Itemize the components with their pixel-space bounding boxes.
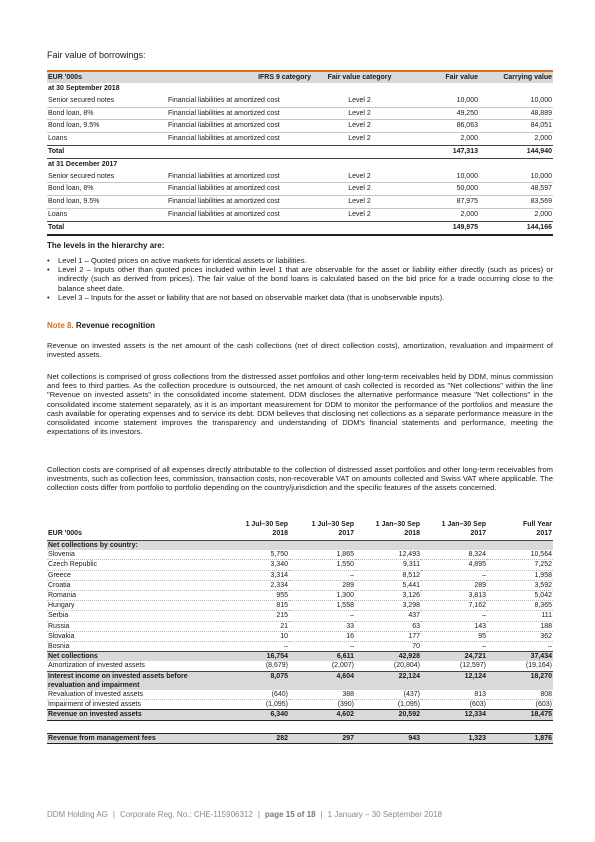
row-value: – [289,570,355,580]
table-row [47,570,553,580]
row-value: 8,512 [355,570,421,580]
row-name: Bond loan, 9.5% [47,196,167,209]
row-label: Romania [47,591,223,601]
row-value: 813 [421,690,487,700]
row-label: Russia [47,621,223,631]
interest-income-row [47,671,553,690]
row-cv: 84,051 [479,120,553,133]
table-row [47,120,553,133]
spacer-row [47,720,553,733]
table-row [47,631,553,641]
table-row [47,621,553,631]
row-cv: 48,597 [479,183,553,196]
row-name: Loans [48,210,68,218]
total-fv: 149,975 [407,221,479,234]
row-value: 289 [289,580,355,590]
table-row [47,183,553,196]
row-value: 3,813 [421,591,487,601]
section-label-row [47,541,553,551]
row-value: 1,865 [289,550,355,560]
row-value: 3,592 [487,580,553,590]
row-value: 5,441 [355,580,421,590]
table-row [47,196,553,209]
row-value: 12,334 [421,710,487,720]
row-value: 1,876 [487,733,553,743]
row-value: 37,434 [487,652,553,662]
row-value: 95 [421,631,487,641]
row-value: 143 [421,621,487,631]
table-row [47,591,553,601]
revenue-invested-row [47,710,553,720]
row-label: Revaluation of invested assets [47,690,223,700]
row-label: Revenue on invested assets [47,710,223,720]
row-level: Level 2 [312,95,407,107]
row-value: 282 [223,733,289,743]
row-value: 18,475 [487,710,553,720]
row-label: Impairment of invested assets [48,701,141,709]
row-fv: 49,250 [407,107,479,120]
row-ifrs: Financial liabilities at amortized cost [167,196,312,209]
levels-list [47,256,553,302]
row-cv: 10,000 [479,171,553,183]
row-fv: 87,975 [407,196,479,209]
row-value: 289 [421,580,487,590]
row-fv: 86,063 [407,120,479,133]
revenue-mgmt-row [47,733,553,743]
row-label: Slovakia [47,631,223,641]
row-ifrs: Financial liabilities at amortized cost [167,95,312,107]
table-row [47,95,553,107]
row-value: 943 [355,733,421,743]
total-cv: 144,940 [479,145,553,158]
row-label: Hungary [47,601,223,611]
row-value: 12,493 [355,550,421,560]
table-row [47,601,553,611]
table-header-row [47,520,553,541]
row-level: Level 2 [312,196,407,209]
row-value: (19,164) [487,661,553,671]
row-ifrs: Financial liabilities at amortized cost [167,183,312,196]
row-value: (603) [535,701,552,709]
row-fv: 10,000 [407,95,479,107]
period-label-row [47,83,553,95]
table-header-row [47,71,553,83]
row-value: (390) [337,701,354,709]
row-value: 3,314 [223,570,289,580]
row-value: 1,558 [289,601,355,611]
row-value: 437 [355,611,421,621]
paragraph: Collection costs are comprised of all expenses directly attributable to the collection of distressed asset portfolios and other long-term receivables from investments, such as collection fees, commission, transaction costs, non-recoverable VAT on amounts collected and Swiss VAT where applicable. The collection costs differ from portfolio to portfolio depending on the country/jurisdiction and the specific features of the assets concerned. [47,465,553,493]
row-label: Croatia [47,580,223,590]
borrowings-heading: Fair value of borrowings: [47,50,146,60]
col-header: 1 Jul–30 Sep 2018 [245,521,288,537]
period-label-row [47,158,553,170]
row-name: Senior secured notes [47,171,167,183]
table-row [47,171,553,183]
row-value: 10 [223,631,289,641]
total-label: Total [47,221,167,234]
row-value: 7,162 [421,601,487,611]
row-value: 10,564 [487,550,553,560]
net-collections-row [47,652,553,662]
row-value: 7,252 [487,560,553,570]
row-level: Level 2 [312,183,407,196]
row-value: – [223,642,289,652]
row-value: (1,095) [397,701,420,709]
footer-company: DDM Holding AG [47,810,108,819]
row-value: (2,007) [289,661,355,671]
row-value: – [487,642,553,652]
row-value: 1,550 [289,560,355,570]
row-value: 8,075 [223,671,289,690]
row-value: 388 [289,690,355,700]
row-value: 808 [487,690,553,700]
col-header: 1 Jan–30 Sep 2018 [375,521,420,537]
row-value: 8,324 [421,550,487,560]
row-value: 16 [289,631,355,641]
row-value: (1,095) [265,701,288,709]
row-cv: 83,569 [479,196,553,209]
row-value: 1,300 [289,591,355,601]
row-cv: 10,000 [479,95,553,107]
row-label: Net collections [47,652,223,662]
col-header-fv: Fair value [445,74,478,81]
row-value: 21 [223,621,289,631]
row-level: Level 2 [312,107,407,120]
table-row [47,642,553,652]
row-value: 4,604 [289,671,355,690]
total-fv: 147,313 [407,145,479,158]
col-header-eur: EUR '000s [48,74,82,81]
row-value: 63 [355,621,421,631]
level-item: • Level 1 – Quoted prices on active markets for identical assets or liabilities. [47,256,553,265]
row-label: Bosnia [47,642,223,652]
row-label: Interest income on invested assets before revaluation and impairment [47,671,223,690]
footer-reg: Corporate Reg. No.: CHE-115906312 [120,810,253,819]
table-row [47,560,553,570]
row-value: 297 [289,733,355,743]
row-value: 18,270 [487,671,553,690]
row-value: 188 [487,621,553,631]
fair-value-borrowings-table [47,70,553,236]
row-value: 1,958 [487,570,553,580]
row-label: Amortization of invested assets [47,661,223,671]
row-name: Bond loan, 8% [47,183,167,196]
level-item: • Level 3 – Inputs for the asset or liability that are not based on observable market data (that is unobservable inputs). [47,293,553,302]
row-value: 5,042 [487,591,553,601]
col-header-ifrs: IFRS 9 category [258,74,311,81]
row-value: – [421,642,487,652]
row-fv: 2,000 [460,210,478,218]
row-value: 2,334 [223,580,289,590]
impairment-row [47,700,553,710]
row-fv: 10,000 [407,171,479,183]
row-level: Level 2 [312,120,407,133]
row-value: 70 [355,642,421,652]
row-value: 3,126 [355,591,421,601]
row-value: 955 [223,591,289,601]
row-level: Level 2 [348,210,371,218]
col-header: 1 Jul–30 Sep 2017 [311,521,354,537]
total-cv: 144,166 [479,221,553,234]
row-ifrs: Financial liabilities at amortized cost [168,135,280,143]
section-label: Net collections by country: [47,541,553,551]
row-cv: 2,000 [534,135,552,143]
row-label: Serbia [47,611,223,621]
row-value: 8,365 [487,601,553,611]
row-value: 177 [355,631,421,641]
total-label: Total [47,145,167,158]
footer-page: page 15 of 18 [264,810,316,819]
row-value: 3,340 [223,560,289,570]
row-label: Revenue from management fees [47,733,223,743]
row-value: 5,750 [223,550,289,560]
row-level: Level 2 [312,171,407,183]
row-value: 22,124 [355,671,421,690]
note-title: Revenue recognition [75,321,156,330]
row-name: Bond loan, 9.5% [47,120,167,133]
col-header-fvcat: Fair value category [327,74,392,81]
row-value: 215 [223,611,289,621]
row-value: (603) [469,701,486,709]
row-value: 6,611 [289,652,355,662]
row-value: 33 [289,621,355,631]
paragraph: Net collections is comprised of gross collections from the distressed asset portfolios and other long-term receivables held by DDM, minus commission and fees to third parties. As the collection procedure is outsourced, the net amount of cash collected is recorded as "Net collections" within the line "Revenue on invested assets" in the consolidated income statement. DDM discloses the alternative performance measure "Net collections" in the consolidated income statement separately, as it is an important measurement for DDM to monitor the performance of the portfolios and measure the cash available for operating expenses and to service its debt. DDM believes that disclosing net collections as a separate performance measure in the consolidated income statement improves the transparency and understanding of DDM's financial statements and performance, meeting the expectations of its investors. [47,372,553,437]
row-ifrs: Financial liabilities at amortized cost [167,107,312,120]
level-item: • Level 2 – Inputs other than quoted prices included within level 1 that are observable for the asset or liability either directly (such as prices) or indirectly (such as derived from prices). The fair value of the bond loans is calculated based on the bid price for a trade occurring close to the balance sheet date. [47,265,553,293]
table-row [47,107,553,120]
row-value: – [289,611,355,621]
note-heading [47,321,155,330]
footer-period: 1 January – 30 September 2018 [327,810,442,819]
row-value: 3,298 [355,601,421,611]
col-header: Full Year 2017 [522,521,552,537]
row-value: 16,754 [223,652,289,662]
row-value: – [421,570,487,580]
row-label: Czech Republic [47,560,223,570]
row-value: (640) [223,690,289,700]
row-cv: 48,889 [479,107,553,120]
table-row [47,208,553,221]
row-value: (12,597) [421,661,487,671]
period-label: at 31 December 2017 [48,160,118,168]
revenue-table [47,520,553,744]
total-row [47,221,553,234]
page-footer: DDM Holding AG | Corporate Reg. No.: CHE-115906312 | page 15 of 18 | 1 January – 30 September 2018 [47,810,442,819]
row-fv: 50,000 [407,183,479,196]
row-name: Bond loan, 8% [47,107,167,120]
col-header: EUR '000s [48,530,82,537]
row-name: Loans [48,135,68,143]
row-value: 24,721 [421,652,487,662]
row-value: 6,340 [223,710,289,720]
row-value: 12,124 [421,671,487,690]
table-row [47,611,553,621]
row-label: Greece [47,570,223,580]
levels-title: The levels in the hierarchy are: [47,241,165,250]
col-header: 1 Jan–30 Sep 2017 [441,521,486,537]
amortization-row [47,661,553,671]
row-ifrs: Financial liabilities at amortized cost [167,120,312,133]
row-ifrs: Financial liabilities at amortized cost [168,210,280,218]
row-value: 362 [487,631,553,641]
row-fv: 2,000 [460,135,478,143]
table-row [47,133,553,146]
period-label: at 30 September 2018 [48,85,120,92]
row-value: 1,323 [421,733,487,743]
row-value: 4,895 [421,560,487,570]
row-cv: 2,000 [534,210,552,218]
row-ifrs: Financial liabilities at amortized cost [167,171,312,183]
row-value: 42,928 [355,652,421,662]
row-value: 9,311 [355,560,421,570]
row-level: Level 2 [348,135,371,143]
row-label: Slovenia [47,550,223,560]
row-value: 20,592 [355,710,421,720]
row-name: Senior secured notes [47,95,167,107]
note-number: Note 8. [47,321,74,330]
col-header-cv: Carrying value [503,74,552,81]
row-value: 111 [487,611,553,621]
table-row [47,580,553,590]
row-value: 4,602 [289,710,355,720]
row-value: (20,804) [355,661,421,671]
total-row [47,145,553,158]
table-row [47,550,553,560]
row-value: (8,679) [223,661,289,671]
revaluation-row [47,690,553,700]
row-value: – [421,611,487,621]
paragraph: Revenue on invested assets is the net amount of the cash collections (net of direct collection costs), amortization, revaluation and impairment of invested assets. [47,341,553,360]
row-value: (437) [355,690,421,700]
row-value: – [289,642,355,652]
row-value: 815 [223,601,289,611]
